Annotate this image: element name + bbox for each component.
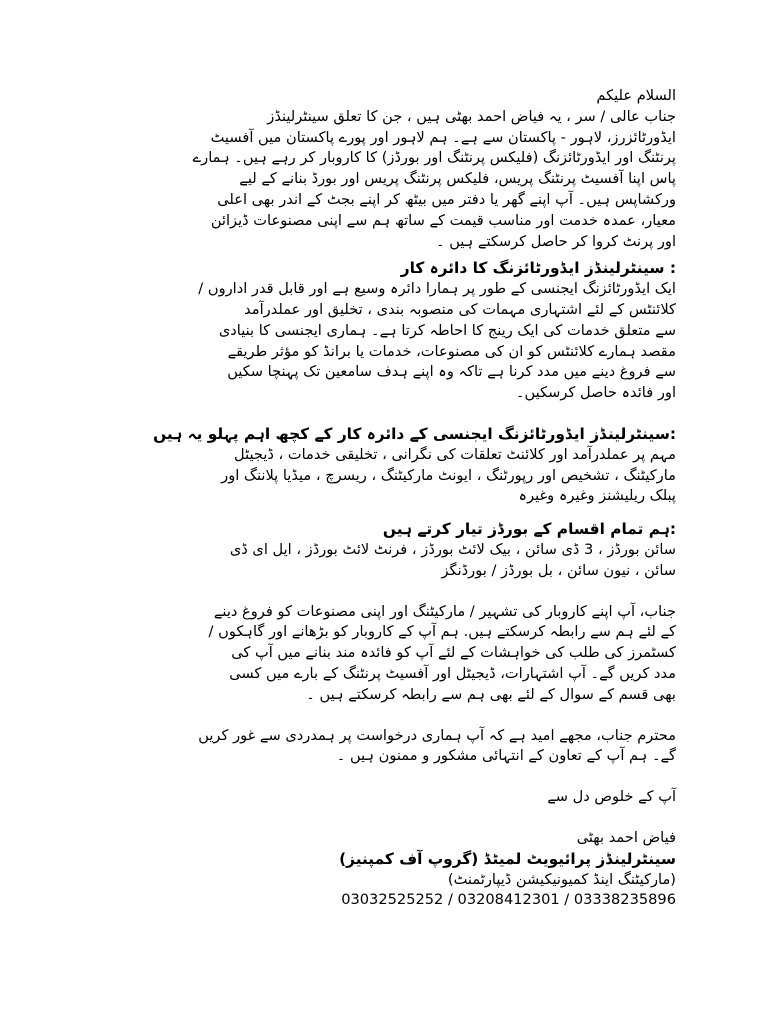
aspects-line: پبلک ریلیشنز وغیرہ وغیرہ xyxy=(518,487,676,505)
signature-company: سینٹرلینڈز پرائیویٹ لمیٹڈ (گروپ آف کمپنیز) xyxy=(339,849,676,868)
signature-department: (مارکیٹنگ اینڈ کمیونیکیشن ڈیپارٹمنٹ) xyxy=(447,870,676,888)
greeting: السلام علیکم xyxy=(596,87,676,104)
signature-name: فیاض احمد بھٹی xyxy=(576,828,676,846)
scope-heading: : سینٹرلینڈز ایڈورٹائزنگ کا دائرہ کار xyxy=(400,259,676,278)
intro-line: پاس اپنا آفسیٹ پرنٹنگ پریس، فلیکس پرنٹنگ پریس اور بورڈ بنانے کے لیے xyxy=(239,170,676,188)
scope-line: اور فائدہ حاصل کرسکیں۔ xyxy=(515,384,676,402)
closing-paragraph xyxy=(96,726,676,768)
intro-line: اور پرنٹ کروا کر حاصل کرسکتے ہیں ۔ xyxy=(436,232,676,250)
contact-line: کسٹمرز کی طلب کی خواہشات کے لئے آپ کو فائدہ مند بنانے میں آپ کی xyxy=(231,644,676,662)
contact-line: بھی قسم کے سوال کے لئے بھی ہم سے رابطہ کرسکتے ہیں ۔ xyxy=(306,685,676,703)
boards-line: سائن ، نیون سائن ، بل بورڈز / بورڈنگز xyxy=(441,561,676,579)
contact-line: کے لئے ہم سے رابطہ کرسکتے ہیں. ہم آپ کے کاروبار کو بڑھانے اور گاہکوں / xyxy=(208,623,676,641)
signature-phones: 03032525252 / 03208412301 / 03338235896 xyxy=(341,891,676,909)
boards-line: سائن بورڈز ، 3 ڈی سائن ، بیک لائٹ بورڈز ، فرنٹ لائٹ بورڈز ، ایل ای ڈی xyxy=(229,540,676,558)
aspects-paragraph xyxy=(96,445,676,507)
scope-line: سے فروغ دینے میں مدد کرنا ہے تاکہ وہ اپنے ہدف سامعین تک پہنچا سکیں xyxy=(227,363,676,381)
scope-line: مقصد ہمارے کلائنٹس کو ان کی مصنوعات، خدمات یا برانڈ کو مؤثر طریقے xyxy=(227,342,676,360)
aspects-line: مارکیٹنگ ، تشخیص اور رپورٹنگ ، ایونٹ مارکیٹنگ ، ریسرچ ، میڈیا پلاننگ اور xyxy=(221,466,676,484)
intro-line: معیار، عمدہ خدمت اور مناسب قیمت کے ساتھ ہم سے اپنی مصنوعات ڈیزائن xyxy=(210,211,676,229)
closing-line: گے۔ ہم آپ کے تعاون کے انتہائی مشکور و ممنون ہیں ۔ xyxy=(336,747,676,765)
boards-paragraph xyxy=(96,540,676,582)
contact-paragraph xyxy=(96,602,676,706)
intro-paragraph xyxy=(96,107,676,253)
scope-line: سے متعلق خدمات کی ایک رینج کا احاطہ کرتا ہے۔ ہماری ایجنسی کا بنیادی xyxy=(218,321,676,339)
contact-line: جناب، آپ اپنے کاروبار کی تشہیر / مارکیٹنگ اور اپنی مصنوعات کو فروغ دینے xyxy=(213,602,676,620)
scope-line: کلائنٹس کے لئے اشتہاری مہمات کی منصوبہ بندی ، تخلیق اور عملدرآمد xyxy=(244,300,676,318)
intro-line: جناب عالی / سر ، یہ فیاض احمد بھٹی ہیں ، جن کا تعلق سینٹرلینڈز xyxy=(267,107,676,125)
sign-off: آپ کے خلوص دل سے xyxy=(547,788,676,806)
scope-line: ایک ایڈورٹائزنگ ایجنسی کے طور پر ہمارا دائرہ وسیع ہے اور قابل قدر اداروں / xyxy=(198,280,676,298)
intro-line: پرنٹنگ اور ایڈورٹائزنگ (فلیکس پرنٹنگ اور بورڈز) کا کاروبار کر رہے ہیں۔ ہمارے xyxy=(192,149,676,167)
aspects-heading: :سینٹرلینڈز ایڈورٹائزنگ ایجنسی کے دائرہ کار کے کچھ اہم پہلو یہ ہیں xyxy=(153,424,676,443)
intro-line: ایڈورٹائزرز، لاہور - پاکستان سے ہے۔ ہم لاہور اور پورے پاکستان میں آفسیٹ xyxy=(210,128,676,146)
intro-line: ورکشاپس ہیں۔ آپ اپنے گھر یا دفتر میں بیٹھ کر اپنے بجٹ کے اندر بھی اعلی xyxy=(217,190,676,208)
aspects-line: مہم پر عملدرآمد اور کلائنٹ تعلقات کی نگرانی ، تخلیقی خدمات ، ڈیجیٹل xyxy=(234,445,676,463)
boards-heading: :ہم تمام اقسام کے بورڈز تیار کرتے ہیں xyxy=(382,520,676,539)
letter-page xyxy=(96,86,676,911)
closing-line: محترم جناب، مجھے امید ہے کہ آپ ہماری درخواست پر ہمدردی سے غور کریں xyxy=(198,726,676,744)
contact-line: مدد کریں گے۔ آپ اشتہارات، ڈیجیٹل اور آفسیٹ پرنٹنگ کے بارے میں کسی xyxy=(229,664,676,682)
scope-paragraph xyxy=(96,279,676,404)
